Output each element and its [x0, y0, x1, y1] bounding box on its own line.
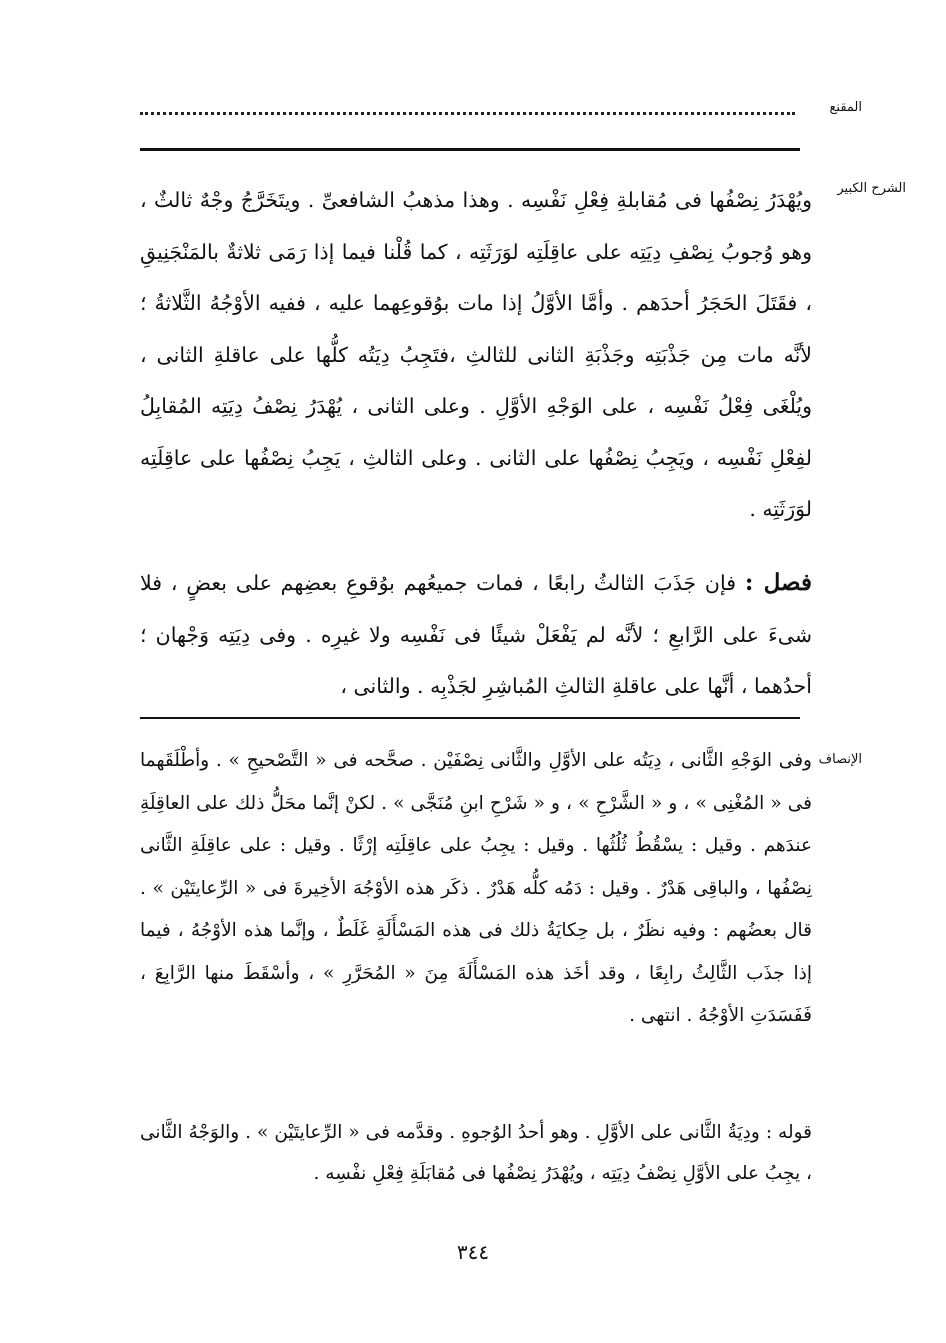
insaf-text	[140, 740, 812, 1038]
fasl-heading: فصل :	[744, 569, 812, 596]
insaf-paragraph: وفى الوَجْهِ الثَّانى ، دِيَتُه على الأوَّلِ والثَّانى نِصْفَيْن . صحَّحه فى « التَّصْحيحِ » . وأطْلَقَهما فى « المُغْنِى » ، و « الشَّرْحِ » ، و « شَرْحِ ابنِ مُنَجَّى » . لكنْ إنَّما محَلُّ ذلك على العاقِلَةِ عندَهم . وقيل : يسْقُطُ ثُلُثُها . وقيل : يجِبُ على عاقِلَتِه إرْثًا . وقيل : على عاقِلَةِ الثَّانى نِصْفُها ، والباقِى هَدْرٌ . وقيل : دَمُه كلُّه هَدْرٌ . ذكَر هذه الأوْجُهَ الأخِيرةَ فى « الرِّعايتَيْن » . قال بعضُهم : وفيه نظَرٌ ، بل حِكايَةُ ذلك فى هذه المَسْأَلَةِ غَلَطٌ ، وإنَّما هذه الأوْجُهُ ، فيما إذا جذَب الثَّالِثُ رابِعًا ، وقد أخَذ هذه المَسْأَلَةَ مِنَ « المُحَرَّرِ » ، وأسْقَطَ منها الرَّابِعَ ، فَفَسَدَتِ الأوْجُهُ . انتهى .	[140, 750, 812, 1026]
fasl-paragraph	[140, 557, 812, 713]
sharh-paragraph: ويُهْدَرُ نِصْفُها فى مُقابلةِ فِعْلِ نَفْسِه . وهذا مذهبُ الشافعىِّ . ويتَخَرَّجُ وجْهٌ ثالثٌ ، وهو وُجوبُ نِصْفِ دِيَتِه على عاقِلَتِه لوَرَثَتِه ، كما قُلْنا فيما إذا رَمَى ثلاثةٌ بالمَنْجَنِيقِ ، فقَتَلَ الحَجَرُ أحدَهم . وأمَّا الأوَّلُ إذا مات بوُقوعِهما عليه ، ففيه الأوْجُهُ الثَّلاثةُ ؛ لأنَّه مات مِن جَذْبَتِه وجَذْبَةِ الثانى للثالثِ ،فتَجِبُ دِيَتُه كلُّها على عاقلةِ الثانى ، ويُلْغَى فِعْلُ نَفْسِه ، على الوَجْهِ الأوَّلِ . وعلى الثانى ، يُهْدَرُ نِصْفُ دِيَتِه المُقابِلُ لفِعْلِ نَفْسِه ، ويَجِبُ نِصْفُها على الثانى . وعلى الثالثِ ، يَجِبُ نِصْفُها على عاقِلَتِه لوَرَثَتِه .	[140, 188, 812, 521]
page-number: ٣٤٤	[456, 1240, 490, 1264]
qawl-text	[140, 1112, 812, 1194]
sharh-text	[140, 175, 812, 536]
sharh-section-label: الشرح الكبير	[837, 181, 906, 196]
insaf-section-label: الإنصاف	[818, 752, 862, 767]
section-divider	[140, 717, 800, 719]
fasl-text	[140, 557, 812, 713]
qawl-paragraph: قوله : ودِيَةُ الثَّانى على الأوَّلِ . وهو أحدُ الوُجوهِ . وقدَّمه فى « الرِّعايتَيْن » . والوَجْهُ الثَّانى ، يجِبُ على الأوَّلِ نِصْفُ دِيَتِه ، ويُهْدَرُ نِصْفُها فى مُقابَلَةِ فِعْلِ نفْسِه .	[140, 1122, 812, 1184]
header-dotted-leader	[140, 112, 795, 129]
fasl-body: فإن جَذَبَ الثالثُ رابعًا ، فمات جميعُهم بوُقوعِ بعضِهم على بعضٍ ، فلا شىءَ على الرَّابعِ ؛ لأنَّه لم يَفْعَلْ شيئًا فى نَفْسِه ولا غيرِه . وفى دِيَتِه وَجْهان ؛ أحدُهما ، أنَّها على عاقلةِ الثالثِ المُباشِرِ لجَذْبِه . والثانى ،	[140, 571, 812, 698]
running-title: المقنع	[829, 100, 862, 115]
header-rule	[140, 148, 800, 151]
